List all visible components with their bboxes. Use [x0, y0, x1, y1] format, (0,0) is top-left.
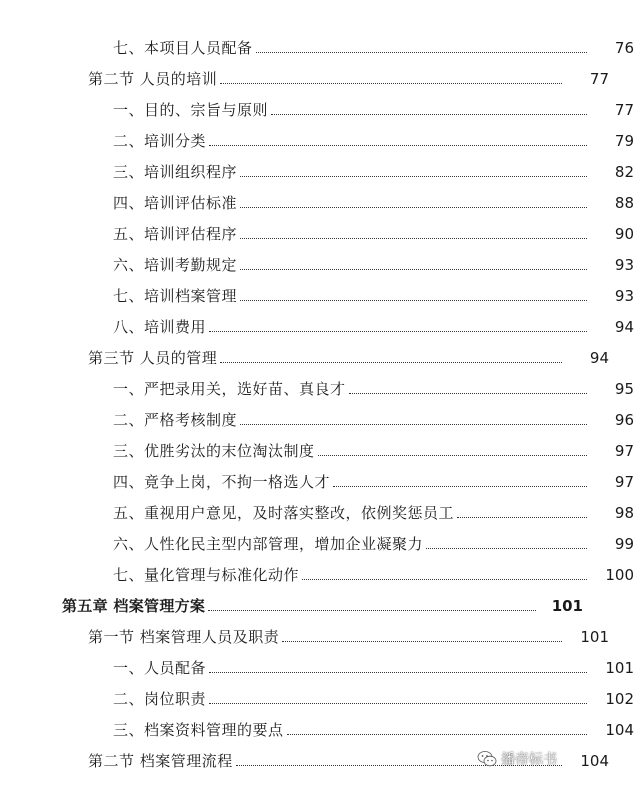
toc-leader-dots — [282, 640, 562, 642]
toc-entry[interactable] — [0, 367, 634, 398]
toc-entry-page: 94 — [614, 318, 634, 336]
toc-entry-page: 99 — [614, 535, 634, 553]
toc-entry-page: 90 — [614, 225, 634, 243]
toc-entry-label: 三、档案资料管理的要点 — [113, 721, 284, 739]
toc-entry-page: 101 — [605, 659, 634, 677]
toc-leader-dots — [256, 51, 587, 53]
toc-entry-label: 五、重视用户意见，及时落实整改，依例奖惩员工 — [113, 504, 455, 522]
toc-entry[interactable] — [0, 57, 609, 88]
toc-entry-label: 七、本项目人员配备 — [113, 39, 253, 57]
toc-entry-page: 77 — [589, 70, 609, 88]
toc-entry-page: 95 — [614, 380, 634, 398]
toc-entry-page: 104 — [605, 721, 634, 739]
toc-entry[interactable] — [0, 708, 634, 739]
toc-entry-page: 93 — [614, 287, 634, 305]
toc-entry[interactable] — [0, 491, 634, 522]
toc-entry-page: 96 — [614, 411, 634, 429]
toc-entry-page: 94 — [589, 349, 609, 367]
toc-entry-page: 76 — [614, 39, 634, 57]
toc-leader-dots — [240, 268, 587, 270]
toc-entry[interactable] — [0, 181, 634, 212]
toc-entry-label: 三、优胜劣汰的末位淘汰制度 — [113, 442, 315, 460]
toc-leader-dots — [240, 299, 587, 301]
toc-entry[interactable] — [0, 274, 634, 305]
toc-entry[interactable] — [0, 243, 634, 274]
toc-entry[interactable] — [0, 522, 634, 553]
toc-entry-page: 104 — [580, 752, 609, 770]
toc-entry[interactable] — [0, 336, 609, 367]
toc-entry-page: 88 — [614, 194, 634, 212]
toc-leader-dots — [240, 175, 587, 177]
toc-entry-page: 101 — [551, 597, 583, 615]
toc-entry[interactable] — [0, 212, 634, 243]
toc-entry-label: 一、严把录用关，选好苗、真良才 — [113, 380, 346, 398]
toc-entry[interactable] — [0, 615, 609, 646]
toc-entry[interactable] — [0, 429, 634, 460]
toc-entry[interactable] — [0, 553, 634, 584]
toc-entry[interactable] — [0, 88, 634, 119]
toc-entry-label: 第三节 人员的管理 — [88, 349, 218, 367]
toc-entry-label: 第五章 档案管理方案 — [62, 597, 206, 615]
table-of-contents — [0, 26, 634, 770]
toc-entry-label: 三、培训组织程序 — [113, 163, 238, 181]
toc-entry-label: 六、培训考勤规定 — [113, 256, 238, 274]
toc-entry-label: 第二节 档案管理流程 — [88, 752, 233, 770]
toc-leader-dots — [209, 144, 587, 146]
toc-entry-label: 六、人性化民主型内部管理，增加企业凝聚力 — [113, 535, 424, 553]
toc-entry-page: 97 — [614, 473, 634, 491]
watermark — [477, 749, 557, 769]
toc-entry-page: 97 — [614, 442, 634, 460]
toc-entry-page: 79 — [614, 132, 634, 150]
toc-entry-label: 四、竟争上岗，不拘一格选人才 — [113, 473, 331, 491]
toc-leader-dots — [240, 423, 587, 425]
toc-leader-dots — [333, 485, 587, 487]
toc-entry-label: 一、目的、宗旨与原则 — [113, 101, 269, 119]
toc-entry-page: 100 — [605, 566, 634, 584]
wechat-icon — [477, 750, 497, 768]
toc-entry[interactable] — [0, 646, 634, 677]
toc-entry-label: 七、量化管理与标准化动作 — [113, 566, 300, 584]
toc-leader-dots — [240, 237, 587, 239]
toc-leader-dots — [209, 671, 587, 673]
toc-leader-dots — [457, 516, 587, 518]
toc-entry-label: 二、培训分类 — [113, 132, 207, 150]
watermark-text: 播帝标书 — [501, 752, 557, 768]
toc-leader-dots — [208, 609, 536, 611]
toc-entry-page: 98 — [614, 504, 634, 522]
toc-entry-label: 二、严格考核制度 — [113, 411, 238, 429]
toc-leader-dots — [271, 113, 587, 115]
toc-entry[interactable] — [0, 119, 634, 150]
toc-entry[interactable] — [0, 398, 634, 429]
toc-entry-label: 五、培训评估程序 — [113, 225, 238, 243]
toc-entry-page: 82 — [614, 163, 634, 181]
toc-leader-dots — [349, 392, 587, 394]
toc-leader-dots — [240, 206, 587, 208]
toc-entry-label: 二、岗位职责 — [113, 690, 207, 708]
toc-entry[interactable] — [0, 677, 634, 708]
toc-leader-dots — [220, 82, 562, 84]
toc-entry-page: 93 — [614, 256, 634, 274]
toc-entry-label: 第二节 人员的培训 — [88, 70, 218, 88]
toc-entry-label: 四、培训评估标准 — [113, 194, 238, 212]
toc-leader-dots — [220, 361, 562, 363]
toc-entry[interactable] — [0, 26, 634, 57]
toc-leader-dots — [209, 330, 587, 332]
toc-entry[interactable] — [0, 150, 634, 181]
toc-entry[interactable] — [0, 305, 634, 336]
toc-leader-dots — [302, 578, 587, 580]
toc-entry-page: 102 — [605, 690, 634, 708]
toc-entry-page: 101 — [580, 628, 609, 646]
toc-entry[interactable] — [0, 460, 634, 491]
toc-entry-label: 第一节 档案管理人员及职责 — [88, 628, 280, 646]
toc-entry-page: 77 — [614, 101, 634, 119]
toc-leader-dots — [426, 547, 587, 549]
toc-entry[interactable] — [0, 584, 583, 615]
toc-leader-dots — [209, 702, 587, 704]
toc-entry-label: 八、培训费用 — [113, 318, 207, 336]
toc-entry-label: 七、培训档案管理 — [113, 287, 238, 305]
toc-leader-dots — [287, 733, 587, 735]
toc-leader-dots — [318, 454, 587, 456]
toc-entry-label: 一、人员配备 — [113, 659, 207, 677]
